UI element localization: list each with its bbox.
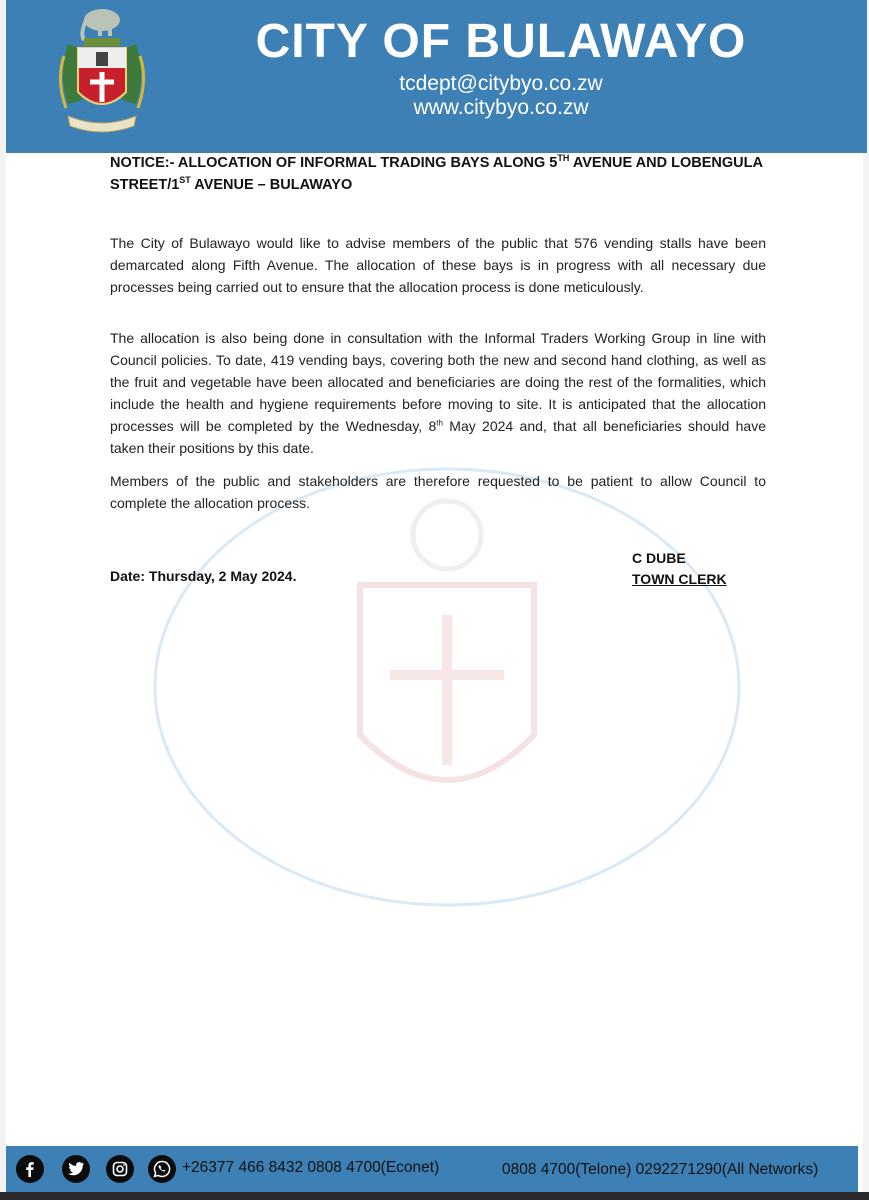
- watermark-seal-icon: [150, 465, 744, 909]
- footer-phone-econet: +26377 466 8432 0808 4700(Econet): [182, 1159, 440, 1176]
- notice-date: Date: Thursday, 2 May 2024.: [110, 568, 297, 584]
- paragraph-allocation-progress: [110, 327, 766, 459]
- contact-website: www.citybyo.co.zw: [413, 96, 589, 119]
- footer-contact-bar: [6, 1146, 858, 1192]
- footer-phone-other-networks: 0808 4700(Telone) 0292271290(All Networks): [502, 1161, 819, 1178]
- instagram-icon: [106, 1155, 134, 1183]
- whatsapp-icon: [148, 1155, 176, 1183]
- paragraph2-part2: May 2024 and, that all beneficiaries should have taken their positions by this date.: [110, 418, 766, 456]
- notice-title-part1: NOTICE:- ALLOCATION OF INFORMAL TRADING BAYS ALONG 5: [110, 155, 558, 171]
- page-edge-left: [0, 0, 6, 1192]
- contact-email: tcdept@citybyo.co.zw: [399, 72, 603, 95]
- notice-title-sup2: ST: [179, 175, 191, 186]
- letterhead-banner: [6, 0, 867, 153]
- paragraph2-part1: The allocation is also being done in consultation with the Informal Traders Working Group in line with Council policies. To date, 419 vending bays, covering both the new and second hand clothing, as well as the fruit and vegetable have been allocated and beneficiaries are doing the rest of the formalities, which include the health and hygiene requirements before moving to site. It is anticipated that the allocation processes will be completed by the Wednesday, 8: [110, 330, 766, 434]
- facebook-icon: [16, 1155, 44, 1183]
- notice-title-part2: AVENUE AND LOBENGULA STREET/1: [110, 155, 763, 193]
- paragraph2-sup: th: [436, 418, 443, 428]
- signatory-name: C DUBE: [632, 550, 686, 566]
- twitter-icon: [62, 1155, 90, 1183]
- signatory-role: TOWN CLERK: [632, 571, 727, 587]
- page-edge-right: [863, 0, 869, 1192]
- paragraph-patience-request: Members of the public and stakeholders are therefore requested to be patient to allow Council to complete the allocation process.: [110, 473, 766, 511]
- paragraph-stalls-demarcated: The City of Bulawayo would like to advise members of the public that 576 vending stalls have been demarcated along Fifth Avenue. The allocation of these bays is in progress with all necessary due processes being carried out to ensure that the allocation process is done meticulously.: [110, 235, 766, 295]
- coat-of-arms-icon: [54, 4, 150, 136]
- notice-title-part3: AVENUE – BULAWAYO: [190, 177, 353, 193]
- notice-title: [110, 152, 770, 196]
- city-title: CITY OF BULAWAYO: [255, 15, 747, 68]
- signatory: [632, 548, 727, 590]
- notice-title-sup1: TH: [557, 153, 570, 164]
